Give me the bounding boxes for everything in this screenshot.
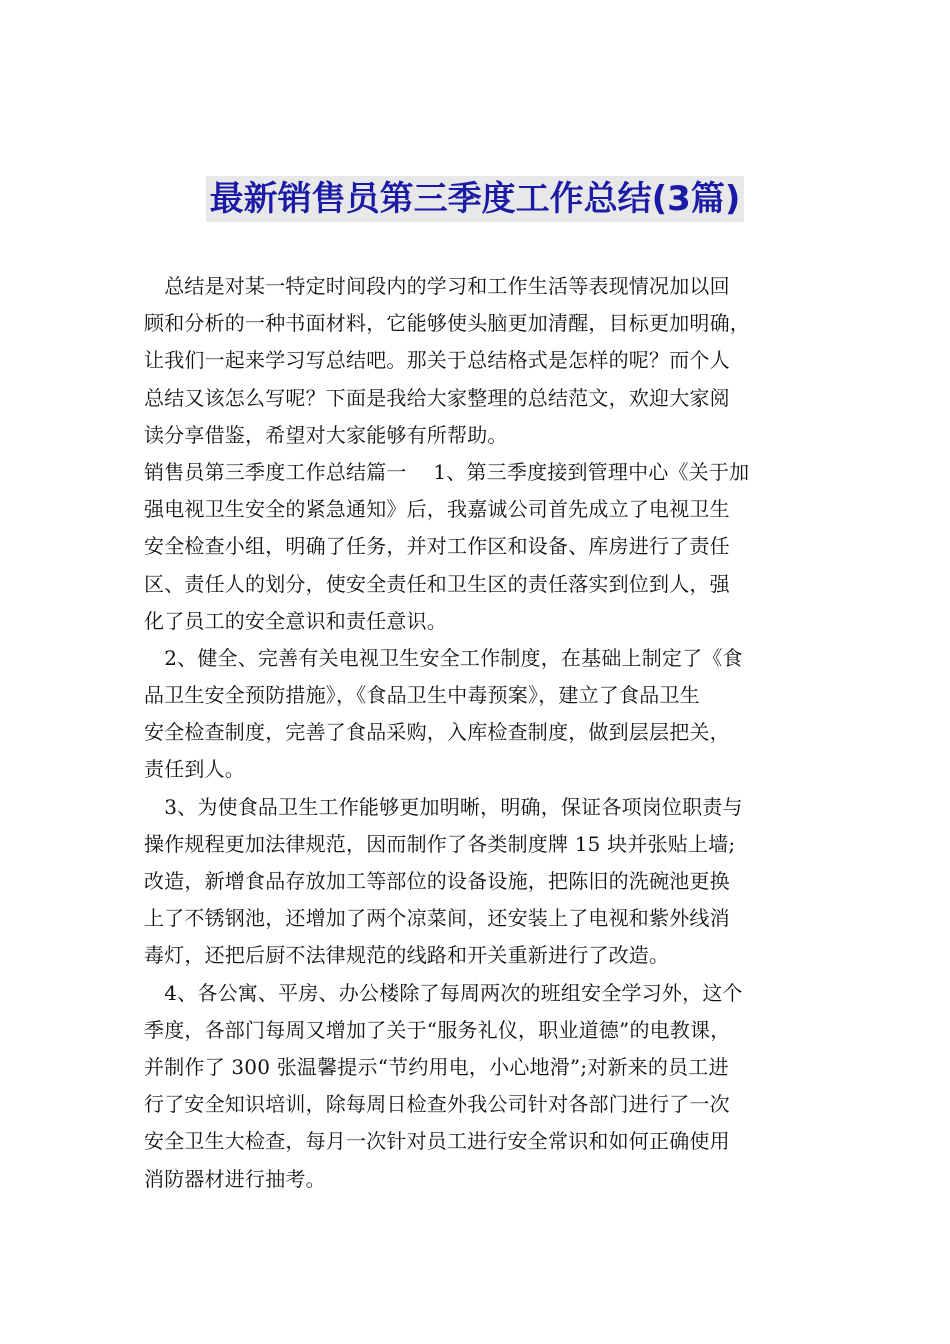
body-line: 区、责任人的划分，使安全责任和卫生区的责任落实到位到人，强 [144,571,730,596]
body-line: 4、各公寓、平房、办公楼除了每周两次的班组安全学习外，这个 [144,980,743,1005]
title-container [0,176,950,222]
body-line: 毒灯，还把后厨不法律规范的线路和开关重新进行了改造。 [144,943,670,968]
body-line: 销售员第三季度工作总结篇一 1、第三季度接到管理中心《关于加 [144,459,750,484]
body-line: 3、为使食品卫生工作能够更加明晰，明确，保证各项岗位职责与 [144,794,743,819]
body-line: 总结是对某一特定时间段内的学习和工作生活等表现情况加以回 [144,274,730,298]
body-line: 2、健全、完善有关电视卫生安全工作制度，在基础上制定了《食 [144,645,743,670]
body-line: 强电视卫生安全的紧急通知》后，我嘉诚公司首先成立了电视卫生 [144,497,730,522]
body-line: 读分享借鉴，希望对大家能够有所帮助。 [144,422,508,447]
body-line: 改造，新增食品存放加工等部位的设备设施，把陈旧的洗碗池更换 [144,869,730,893]
body-line: 上了不锈钢池，还增加了两个凉菜间，还安装上了电视和紫外线消 [144,906,730,931]
body-line: 操作规程更加法律规范，因而制作了各类制度牌 15 块并张贴上墙; [144,831,736,856]
body-line: 责任到人。 [144,757,245,782]
body-line: 品卫生安全预防措施》，《食品卫生中毒预案》，建立了食品卫生 [144,683,700,708]
body-line: 安全卫生大检查，每月一次针对员工进行安全常识和如何正确使用 [144,1129,730,1154]
body-line: 行了安全知识培训，除每周日检查外我公司针对各部门进行了一次 [144,1092,730,1117]
body-line: 顾和分析的一种书面材料，它能够使头脑更加清醒，目标更加明确， [144,311,750,336]
body-line: 安全检查小组，明确了任务，并对工作区和设备、库房进行了责任 [144,534,730,559]
body-line: 安全检查制度，完善了食品采购，入库检查制度，做到层层把关， [144,720,730,745]
body-line: 化了员工的安全意识和责任意识。 [144,608,447,633]
body-line: 让我们一起来学习写总结吧。那关于总结格式是怎样的呢？而个人 [144,348,730,373]
body-line: 季度，各部门每周又增加了关于“服务礼仪，职业道德”的电教课， [144,1017,731,1042]
body-line: 并制作了 300 张温馨提示“节约用电，小心地滑”;对新来的员工进 [144,1054,729,1079]
body-line: 消防器材进行抽考。 [144,1166,326,1191]
document-title: 最新销售员第三季度工作总结(3篇) [206,176,745,222]
body-line: 总结又该怎么写呢？下面是我给大家整理的总结范文，欢迎大家阅 [144,385,730,410]
document-body [144,268,804,1198]
